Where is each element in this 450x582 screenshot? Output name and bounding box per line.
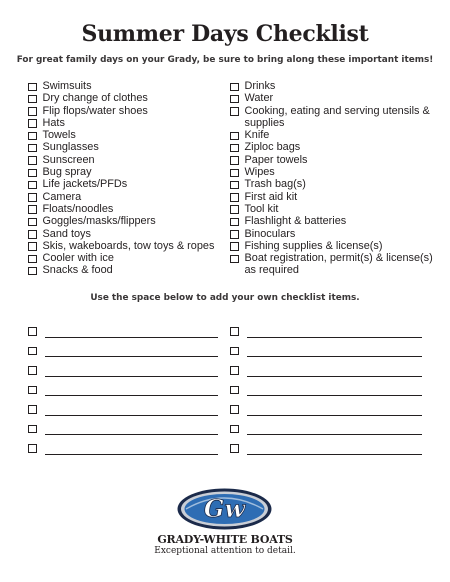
blank-checklist-row: [28, 435, 218, 455]
checklist-item-label: Drinks: [244, 80, 276, 92]
checkbox[interactable]: [28, 83, 37, 92]
blank-checklist-row: [230, 357, 422, 377]
write-in-line[interactable]: [45, 433, 219, 435]
checklist-item: [28, 141, 228, 153]
checklist-item-label: Trash bag(s): [244, 178, 306, 191]
checkbox[interactable]: [28, 156, 37, 165]
checklist-item: [28, 178, 228, 190]
checkbox[interactable]: [28, 267, 37, 276]
write-in-line[interactable]: [45, 414, 219, 416]
checkbox[interactable]: [230, 132, 239, 141]
blank-checklist-row: [230, 318, 422, 338]
checklist-item: [230, 166, 435, 178]
checklist-item-label: Tool kit: [244, 202, 279, 215]
checkbox[interactable]: [28, 218, 37, 227]
page-subtitle: For great family days on your Grady, be sure to bring along these important items!: [16, 55, 434, 65]
checkbox[interactable]: [28, 444, 37, 453]
write-in-line[interactable]: [45, 453, 219, 455]
brand-tagline: Exceptional attention to detail.: [154, 546, 296, 556]
checklist-item-label: Life jackets/PFDs: [42, 178, 128, 191]
checkbox[interactable]: [28, 181, 37, 190]
write-in-line[interactable]: [247, 375, 423, 377]
checklist-item-label: Knife: [244, 129, 270, 142]
blank-checklist-row: [28, 396, 218, 416]
write-in-line[interactable]: [247, 336, 423, 338]
checkbox[interactable]: [28, 366, 37, 375]
brand-name: GRADY-WHITE BOATS: [157, 533, 293, 546]
checkbox[interactable]: [230, 425, 239, 434]
checklist-item: [28, 166, 228, 178]
checklist-item: [28, 117, 228, 129]
logo-monogram: Gw: [203, 494, 246, 523]
checkbox[interactable]: [230, 169, 239, 178]
checklist-item: [28, 105, 228, 117]
checkbox[interactable]: [230, 444, 239, 453]
blank-checklist-row: [230, 338, 422, 358]
write-in-line[interactable]: [247, 394, 423, 396]
checklist-item: [230, 178, 435, 190]
checklist-item: [230, 80, 435, 92]
checklist-item: [28, 215, 228, 227]
checklist-item: [230, 215, 435, 227]
blank-checklist-row: [28, 357, 218, 377]
checklist-item-label: Wipes: [244, 166, 275, 179]
checklist-item-label: Fishing supplies & license(s): [244, 239, 383, 252]
checklist-item: [28, 252, 228, 264]
blank-checklist-row: [28, 377, 218, 397]
checklist-item: [28, 228, 228, 240]
checklist-item: [28, 264, 228, 276]
write-in-line[interactable]: [45, 394, 219, 396]
checklist-item-label: Cooler with ice: [42, 252, 114, 265]
checklist-item: [28, 191, 228, 203]
checkbox[interactable]: [28, 405, 37, 414]
checkbox[interactable]: [230, 205, 239, 214]
checklist-item: [230, 154, 435, 166]
checklist-item: [230, 92, 435, 104]
checklist-item: [28, 203, 228, 215]
write-in-line[interactable]: [247, 414, 423, 416]
checklist-item-label: First aid kit: [244, 190, 298, 203]
checkbox[interactable]: [230, 386, 239, 395]
checkbox[interactable]: [28, 169, 37, 178]
checkbox[interactable]: [230, 255, 239, 264]
grady-white-gw-logo-icon: [176, 487, 273, 531]
checklist-item-label: Water: [244, 92, 274, 105]
checklist-item: [230, 203, 435, 215]
checklist-item-label: Flip flops/water shoes: [42, 104, 148, 117]
checkbox[interactable]: [28, 242, 37, 251]
checklist-item: [230, 141, 435, 153]
checkbox[interactable]: [230, 107, 239, 116]
checklist-item-label: Sunscreen: [42, 153, 95, 166]
checkbox[interactable]: [230, 347, 239, 356]
write-in-line[interactable]: [45, 355, 219, 357]
checklist-item: [28, 92, 228, 104]
checkbox[interactable]: [230, 193, 239, 202]
blank-checklist-row: [28, 416, 218, 436]
checklist-item: [28, 80, 228, 92]
blank-checklist-row: [28, 338, 218, 358]
checklist-item: [230, 228, 435, 240]
checklist-item: [230, 129, 435, 141]
checklist-item-label: Camera: [42, 190, 82, 203]
checkbox[interactable]: [230, 218, 239, 227]
blank-checklist-row: [230, 377, 422, 397]
checkbox[interactable]: [28, 132, 37, 141]
checklist-item: [28, 129, 228, 141]
checklist-item-label: Paper towels: [244, 153, 308, 166]
write-in-line[interactable]: [45, 336, 219, 338]
checklist-item: [230, 191, 435, 203]
checklist-item-label: Binoculars: [244, 227, 296, 240]
checklist-item: [230, 105, 435, 130]
checkbox[interactable]: [230, 156, 239, 165]
checkbox[interactable]: [230, 181, 239, 190]
checklist-item-label: Sunglasses: [42, 141, 99, 154]
checklist-item: [230, 252, 435, 277]
blank-checklist-row: [230, 396, 422, 416]
blank-items-right-column: [230, 318, 422, 455]
checkbox[interactable]: [230, 242, 239, 251]
checklist-item-label: Sand toys: [42, 227, 91, 240]
checkbox[interactable]: [28, 255, 37, 264]
checkbox[interactable]: [230, 95, 239, 104]
checklist-left-column: [28, 80, 228, 277]
write-in-line[interactable]: [247, 355, 423, 357]
write-in-line[interactable]: [247, 433, 423, 435]
checklist-item-label: Ziploc bags: [244, 141, 301, 154]
checklist-item: [230, 240, 435, 252]
checkbox[interactable]: [28, 347, 37, 356]
page-title: Summer Days Checklist: [81, 21, 369, 47]
checkbox[interactable]: [230, 366, 239, 375]
checklist-item-label: Cooking, eating and serving utensils & supplies: [244, 104, 430, 129]
checklist-item-label: Swimsuits: [42, 80, 92, 92]
checkbox[interactable]: [230, 230, 239, 239]
checkbox[interactable]: [28, 107, 37, 116]
checklist-item-label: Flashlight & batteries: [244, 215, 347, 228]
checkbox[interactable]: [28, 230, 37, 239]
checkbox[interactable]: [230, 405, 239, 414]
checkbox[interactable]: [230, 327, 239, 336]
checklist-item-label: Boat registration, permit(s) & license(s) as required: [244, 252, 433, 277]
checklist-item-label: Hats: [42, 116, 65, 129]
write-in-line[interactable]: [247, 453, 423, 455]
blank-checklist-row: [230, 416, 422, 436]
checklist-item-label: Snacks & food: [42, 264, 113, 277]
checklist-item-label: Dry change of clothes: [42, 92, 148, 105]
checkbox[interactable]: [28, 119, 37, 128]
blank-checklist-row: [28, 318, 218, 338]
checkbox[interactable]: [28, 95, 37, 104]
checklist-item-label: Towels: [42, 129, 76, 142]
checklist-item-label: Bug spray: [42, 166, 92, 179]
checkbox[interactable]: [28, 144, 37, 153]
checkbox[interactable]: [28, 327, 37, 336]
checklist-item-label: Floats/noodles: [42, 202, 114, 215]
blank-checklist-row: [230, 435, 422, 455]
checkbox[interactable]: [230, 144, 239, 153]
own-items-heading: Use the space below to add your own checklist items.: [90, 293, 360, 303]
checklist-right-column: [230, 80, 435, 277]
checklist-item: [28, 154, 228, 166]
checkbox[interactable]: [28, 386, 37, 395]
checkbox[interactable]: [28, 425, 37, 434]
checkbox[interactable]: [28, 193, 37, 202]
checklist-item-label: Goggles/masks/flippers: [42, 215, 156, 228]
checklist-item: [28, 240, 228, 252]
write-in-line[interactable]: [45, 375, 219, 377]
checkbox[interactable]: [28, 205, 37, 214]
checkbox[interactable]: [230, 83, 239, 92]
blank-items-left-column: [28, 318, 218, 455]
checklist-item-label: Skis, wakeboards, tow toys & ropes: [42, 239, 215, 252]
